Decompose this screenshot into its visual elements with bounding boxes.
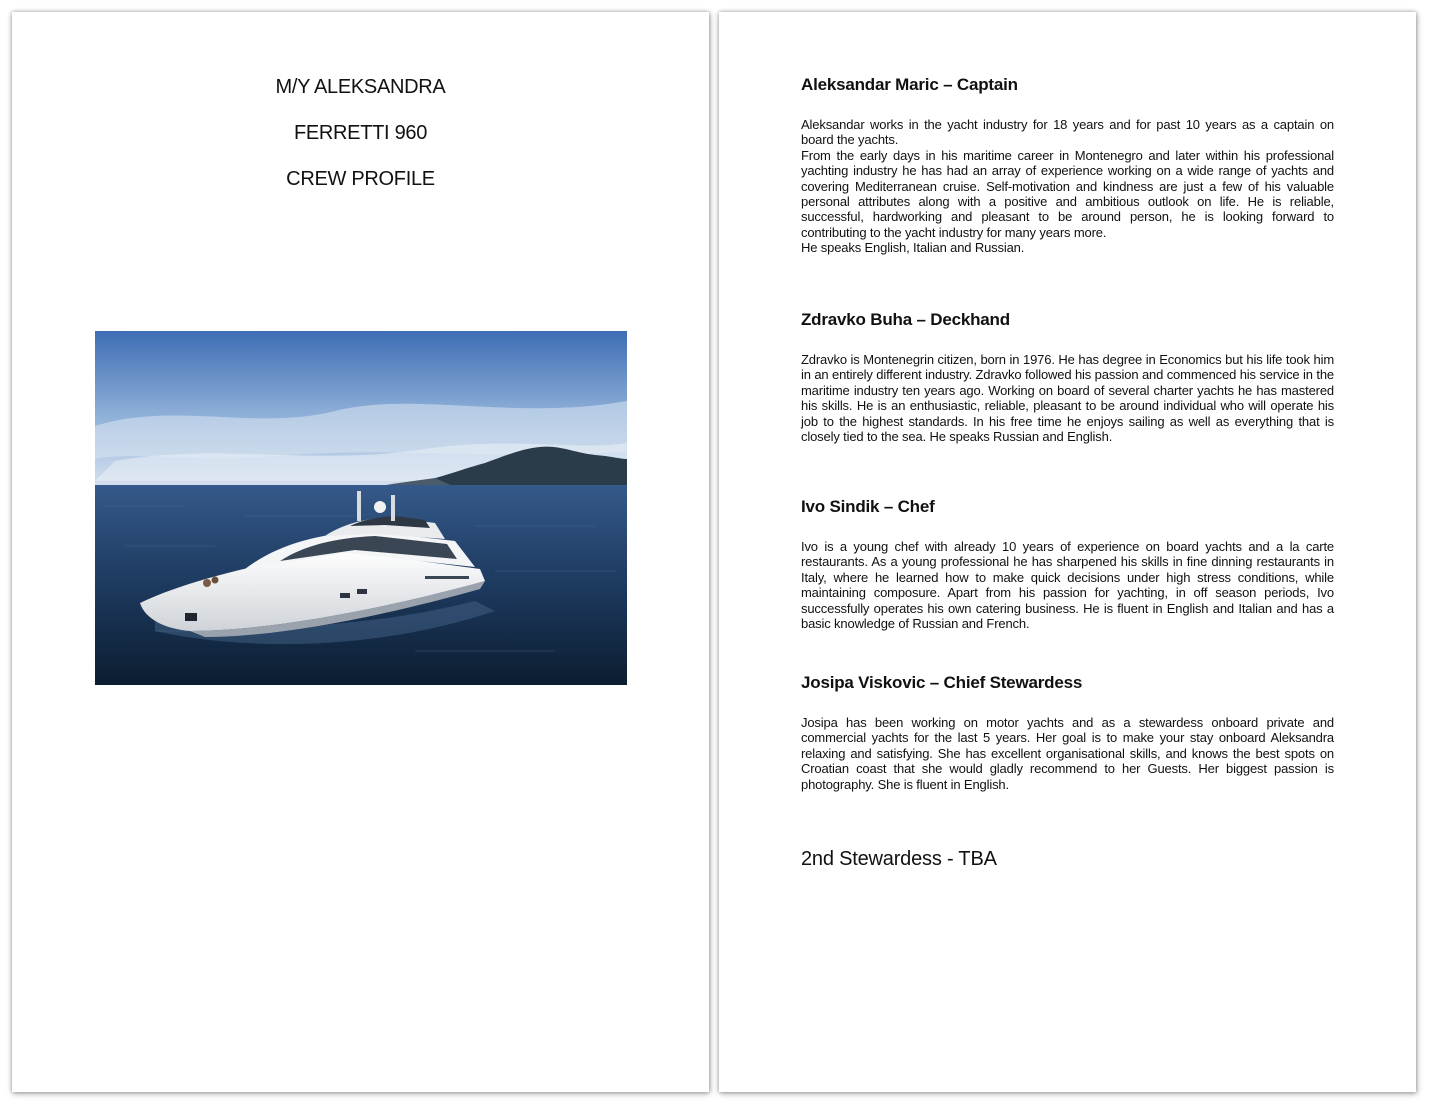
crew-heading: Aleksandar Maric – Captain <box>801 75 1018 94</box>
crew-bio: Zdravko is Montenegrin citizen, born in 1976. He has degree in Economics but his life took him in an entirely different industry. Zdravko followed his passion and commenced his service in the maritime industry ten years ago. Working on board of several charter yachts he has mastered his skills. He is an enthusiastic, reliable, pleasant to be around individual who will operate his job to the highest standards. In his free time he enjoys sailing as well as everything that is closely tied to the sea. He speaks Russian and English. <box>801 352 1334 445</box>
crew-member-captain <box>801 75 1334 256</box>
crew-heading: Ivo Sindik – Chef <box>801 497 935 516</box>
crew-page <box>719 12 1416 1092</box>
yacht-model-title: FERRETTI 960 <box>293 122 428 144</box>
crew-bio: Josipa has been working on motor yachts and as a stewardess onboard private and commercial yachts for the last 5 years. Her goal is to make your stay onboard Aleksandra relaxing and satisfying. She has excellent organisational skills, and knows the best spots on Croatian coast that she would gladly recommend to her Guests. Her biggest passion is photography. She is fluent in English. <box>801 715 1334 792</box>
yacht-photo <box>95 331 627 685</box>
crew-bio: From the early days in his maritime career in Montenegro and later within his professional yachting industry he has had an array of experience working on a wide range of yachts and covering Mediterranean cruise. Self-motivation and kindness are just a few of his valuable personal attributes along with a positive and ambitious outlook on life. He is reliable, successful, hardworking and pleasant to be around person, he is looking forward to contributing to the yacht industry for many years more. <box>801 147 1334 240</box>
crew-bio: Aleksandar works in the yacht industry for 18 years and for past 10 years as a captain on board the yachts. <box>801 117 1334 148</box>
crew-heading: Zdravko Buha – Deckhand <box>801 310 1010 329</box>
crew-bio: He speaks English, Italian and Russian. <box>801 240 1025 256</box>
crew-member-deckhand <box>801 310 1334 444</box>
cover-page <box>12 12 709 1092</box>
yacht-name-title: M/Y ALEKSANDRA <box>275 76 446 98</box>
crew-member-chef <box>801 497 1334 631</box>
crew-member-chief-stewardess <box>801 673 1334 792</box>
crew-profile-title: CREW PROFILE <box>286 168 435 190</box>
crew-heading: Josipa Viskovic – Chief Stewardess <box>801 673 1083 692</box>
crew-bio: Ivo is a young chef with already 10 years of experience on board yachts and a la carte restaurants. As a young professional he has sharpened his skills in fine dinning restaurants in Italy, where he learned how to make quick decisions under high stress conditions, while maintaining composure. Apart from his passion for yachting, in off season periods, Ivo successfully operates his own catering business. He is fluent in English and Italian and has a basic knowledge of Russian and French. <box>801 539 1334 632</box>
second-stewardess-tba: 2nd Stewardess - TBA <box>801 848 997 870</box>
